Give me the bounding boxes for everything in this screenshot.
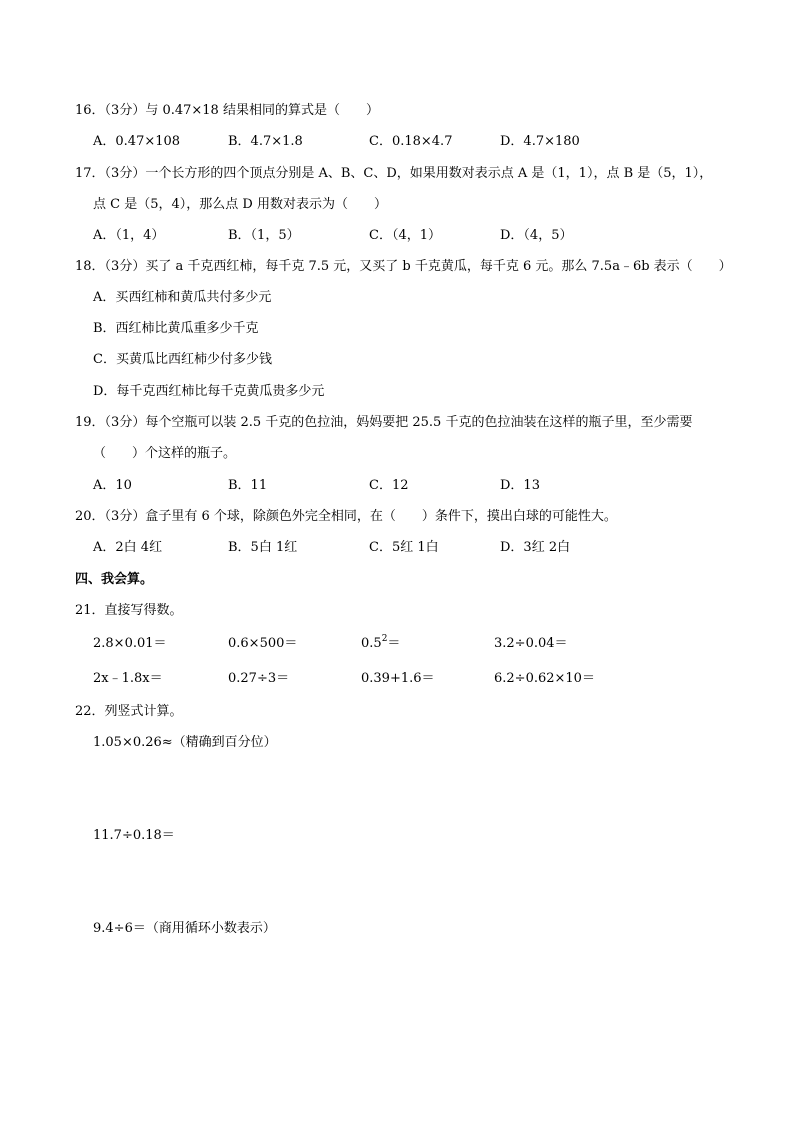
q16-option-d: D．4.7×180	[500, 134, 580, 149]
q19-stem-line2: （ ）个这样的瓶子。	[93, 446, 237, 461]
q21-power-exponent: 2	[381, 634, 388, 644]
q21-item: 0.6×500＝	[228, 636, 298, 651]
q18-option-a: A．买西红柿和黄瓜共付多少元	[93, 290, 272, 305]
q16-option-c: C．0.18×4.7	[369, 134, 453, 149]
q21-power-base: 0.5	[361, 636, 382, 651]
q17-option-c: C．（4，1）	[369, 228, 441, 243]
q20-option-a: A．2白 4红	[93, 540, 163, 555]
q17-option-a: A．（1，4）	[93, 228, 165, 243]
q21-item-power	[361, 635, 400, 653]
q19-option-b: B．11	[228, 478, 268, 493]
q19-option-d: D．13	[500, 478, 540, 493]
q16-stem: 16．（3分）与 0.47×18 结果相同的算式是（ ）	[75, 103, 379, 118]
q18-option-b: B．西红柿比黄瓜重多少千克	[93, 321, 259, 336]
q20-option-c: C．5红 1白	[369, 540, 439, 555]
q22-item-1: 1.05×0.26≈（精确到百分位）	[93, 735, 277, 750]
q20-stem: 20．（3分）盒子里有 6 个球，除颜色外完全相同，在（ ）条件下，摸出白球的可能性大。	[75, 509, 617, 524]
q21-item: 3.2÷0.04＝	[494, 636, 568, 651]
q19-option-c: C．12	[369, 478, 409, 493]
q21-item: 0.39+1.6＝	[361, 671, 435, 686]
q17-stem-line1: 17．（3分）一个长方形的四个顶点分别是 A、B、C、D，如果用数对表示点 A 是（1，1），点 B 是（5，1），	[75, 166, 713, 181]
q22-stem: 22．列竖式计算。	[75, 704, 183, 719]
q18-option-c: C．买黄瓜比西红柿少付多少钱	[93, 352, 272, 367]
q18-option-d: D．每千克西红柿比每千克黄瓜贵多少元	[93, 384, 325, 399]
q17-stem-line2: 点 C 是（5，4），那么点 D 用数对表示为（ ）	[93, 197, 387, 212]
q19-stem-line1: 19．（3分）每个空瓶可以装 2.5 千克的色拉油，妈妈要把 25.5 千克的色拉油装在这样的瓶子里，至少需要	[75, 415, 693, 430]
q21-item: 2x﹣1.8x＝	[93, 671, 163, 686]
q20-option-b: B．5白 1红	[228, 540, 298, 555]
q17-option-d: D．（4，5）	[500, 228, 573, 243]
q18-stem: 18．（3分）买了 a 千克西红柿，每千克 7.5 元，又买了 b 千克黄瓜，每千克 6 元。那么 7.5a﹣6b 表示（ ）	[75, 259, 732, 274]
q22-item-3: 9.4÷6＝（商用循环小数表示）	[93, 921, 276, 936]
q21-power-equals: ＝	[387, 636, 401, 651]
q21-item: 0.27÷3＝	[228, 671, 290, 686]
q16-option-b: B．4.7×1.8	[228, 134, 303, 149]
q22-item-2: 11.7÷0.18＝	[93, 828, 175, 843]
section-title: 四、我会算。	[75, 572, 154, 587]
q19-option-a: A．10	[93, 478, 132, 493]
q21-item: 6.2÷0.62×10＝	[494, 671, 595, 686]
q17-option-b: B．（1，5）	[228, 228, 300, 243]
q21-stem: 21．直接写得数。	[75, 603, 183, 618]
q21-item: 2.8×0.01＝	[93, 636, 167, 651]
q16-option-a: A．0.47×108	[93, 134, 181, 149]
q20-option-d: D．3红 2白	[500, 540, 571, 555]
